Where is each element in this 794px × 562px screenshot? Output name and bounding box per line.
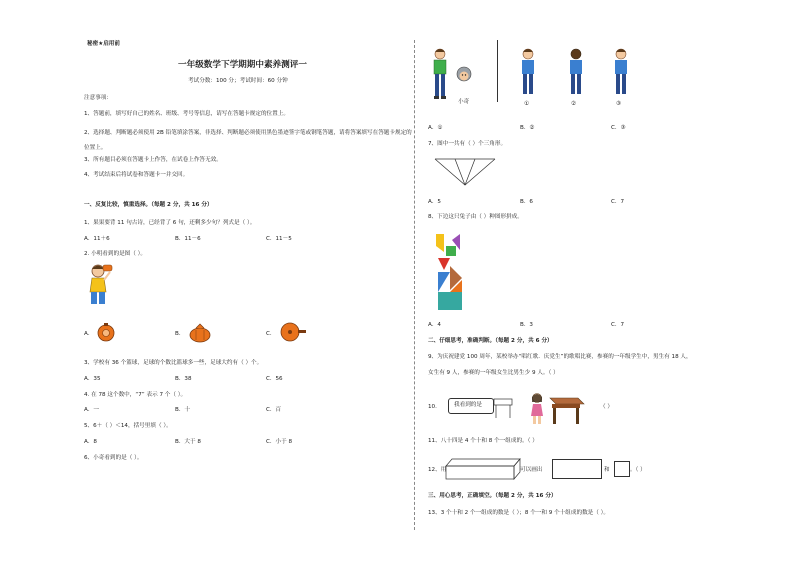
rectangle-shape bbox=[552, 459, 602, 479]
speech-bubble-text: 我看到的是 bbox=[454, 402, 482, 408]
question-3: 3、学校有 36 个篮球，足球的个数比篮球多一些，足球大约有（ ）个。 bbox=[84, 360, 263, 366]
q3-option-b[interactable]: B．38 bbox=[175, 376, 192, 382]
desk-icon bbox=[492, 396, 514, 420]
section-3-heading: 三、用心思考，正确填空。（每题 2 分，共 16 分） bbox=[428, 493, 557, 499]
q4-option-c[interactable]: C．百 bbox=[266, 407, 282, 413]
triangles-figure bbox=[430, 155, 500, 187]
vertical-line bbox=[497, 40, 498, 102]
q4-option-a[interactable]: A．一 bbox=[84, 407, 100, 413]
boy-front-icon bbox=[430, 47, 450, 103]
boy-figure-icon bbox=[86, 262, 116, 310]
question-9-line-1: 9、为庆祝建党 100 周年，某校举办“唱红歌．庆党生”的歌唱比赛，参赛的一年级学生中，男生有 18 人， bbox=[428, 354, 692, 360]
question-4: 4. 在 78 这个数中，“7” 表示 7 个（ ）。 bbox=[84, 392, 187, 398]
cuboid-figure bbox=[444, 456, 522, 482]
question-10-num: 10. bbox=[428, 404, 437, 410]
q1-option-a[interactable]: A．11＋6 bbox=[84, 236, 110, 242]
section-1-heading: 一、反复比较，慎重选择。（每题 2 分，共 16 分） bbox=[84, 202, 213, 208]
xiaoqi-label: 小奇 bbox=[458, 99, 470, 105]
xiaoqi-head-icon bbox=[455, 64, 473, 86]
q12-text-d: 。（ ） bbox=[630, 467, 646, 473]
q12-text-b: 可以画出 bbox=[520, 467, 543, 473]
question-8: 8、下边这只兔子由（ ）种图形拼成。 bbox=[428, 214, 523, 220]
q4-option-b[interactable]: B．十 bbox=[175, 407, 191, 413]
figure-num-2: ② bbox=[571, 101, 577, 107]
pot-view-b-icon bbox=[186, 322, 214, 344]
tangram-rabbit-figure bbox=[432, 230, 472, 312]
secret-label: 秘密★启用前 bbox=[87, 41, 120, 47]
q2-option-c[interactable]: C． bbox=[266, 331, 276, 337]
q12-text-c: 和 bbox=[604, 467, 610, 473]
note-3: 3、所有题目必须在答题卡上作答，在试卷上作答无效。 bbox=[84, 157, 222, 163]
girl-icon bbox=[528, 392, 546, 426]
q10-answer-paren[interactable]: （ ） bbox=[600, 404, 613, 410]
boy-view-3-icon bbox=[611, 47, 631, 99]
q8-option-c[interactable]: C．7 bbox=[611, 322, 625, 328]
question-6: 6、小奇看到的是（ ）。 bbox=[84, 455, 143, 461]
speech-bubble bbox=[448, 398, 494, 414]
note-1: 1、答题前，填写好自己的姓名、班级、考号等信息，请写在答题卡规定的位置上。 bbox=[84, 111, 289, 117]
exam-info: 考试分数：100 分；考试时间：60 分钟 bbox=[188, 78, 288, 84]
q1-option-b[interactable]: B．11－6 bbox=[175, 236, 201, 242]
section-2-heading: 二、仔细思考，准确判断。（每题 2 分，共 6 分） bbox=[428, 338, 553, 344]
q7-option-b[interactable]: B．6 bbox=[520, 199, 533, 205]
q6-option-c[interactable]: C．③ bbox=[611, 125, 626, 131]
boy-view-1-icon bbox=[518, 47, 538, 99]
question-7: 7、图中一共有（ ）个三角形。 bbox=[428, 141, 507, 147]
pot-view-a-icon bbox=[95, 322, 117, 344]
q2-option-b[interactable]: B． bbox=[175, 331, 185, 337]
square-shape bbox=[614, 461, 630, 477]
question-1: 1、果果要背 11 句古诗，已经背了 6 句，还剩多少句？列式是（ ）。 bbox=[84, 220, 256, 226]
figure-num-1: ① bbox=[524, 101, 530, 107]
column-divider bbox=[414, 40, 415, 530]
note-2: 2、选择题、判断题必须使用 2B 铅笔填涂答案，非选择、判断题必须使用黑色墨迹签字笔或钢笔答题，请将答案填写在答题卡规定的位置上。 bbox=[84, 130, 412, 151]
note-4: 4、考试结束后将试卷和答题卡一并交回。 bbox=[84, 172, 189, 178]
q5-option-b[interactable]: B．大于 8 bbox=[175, 439, 201, 445]
q5-option-a[interactable]: A．8 bbox=[84, 439, 97, 445]
q3-option-a[interactable]: A．35 bbox=[84, 376, 101, 382]
question-5: 5、6＋（ ）＜14，括号里填（ ）。 bbox=[84, 423, 172, 429]
question-13: 13、3 个十和 2 个一组成的数是（ ）；8 个一和 9 个十组成的数是（ ）。 bbox=[428, 510, 610, 516]
q8-option-a[interactable]: A．4 bbox=[428, 322, 441, 328]
page-title: 一年级数学下学期期中素养测评一 bbox=[178, 60, 307, 70]
q8-option-b[interactable]: B．3 bbox=[520, 322, 533, 328]
q3-option-c[interactable]: C．56 bbox=[266, 376, 283, 382]
question-9-line-2: 女生有 9 人，参赛的一年级女生比男生少 9 人。（ ） bbox=[428, 370, 559, 376]
q2-option-a[interactable]: A． bbox=[84, 331, 94, 337]
q6-option-b[interactable]: B．② bbox=[520, 125, 535, 131]
q5-option-c[interactable]: C．小于 8 bbox=[266, 439, 293, 445]
boy-view-2-icon bbox=[566, 47, 586, 99]
question-2: 2. 小明看到的是图（ ）。 bbox=[84, 251, 147, 257]
q6-option-a[interactable]: A．① bbox=[428, 125, 443, 131]
question-11: 11、八十四是 4 个十和 8 个一组成的。（ ） bbox=[428, 438, 538, 444]
q1-option-c[interactable]: C．11－5 bbox=[266, 236, 292, 242]
table-icon bbox=[548, 392, 586, 426]
q12-text-a: 12、用 bbox=[428, 467, 447, 473]
notes-heading: 注意事项： bbox=[84, 95, 112, 101]
q7-option-a[interactable]: A．5 bbox=[428, 199, 441, 205]
figure-num-3: ③ bbox=[616, 101, 622, 107]
pot-view-c-icon bbox=[278, 320, 308, 346]
q7-option-c[interactable]: C．7 bbox=[611, 199, 625, 205]
